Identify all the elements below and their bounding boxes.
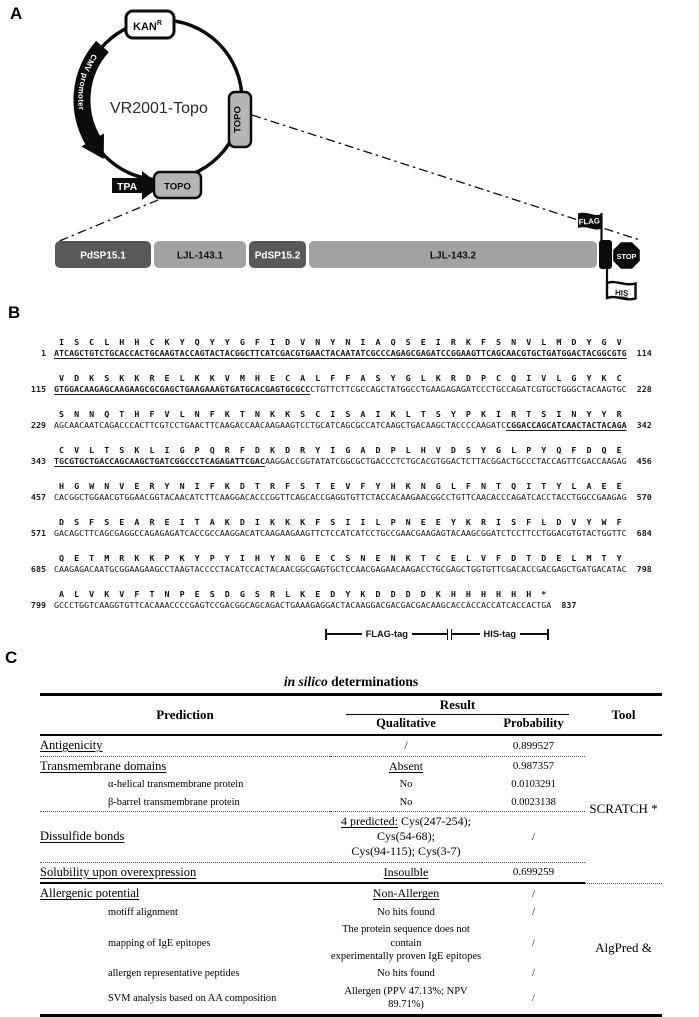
insilico-table bbox=[40, 693, 662, 1017]
qualitative-text: No bbox=[399, 779, 413, 790]
column-header-result: Result bbox=[330, 695, 585, 717]
qualitative-text: Absent bbox=[389, 758, 423, 773]
his-tag-label: HIS-tag bbox=[483, 629, 517, 639]
panel-a-label: A bbox=[10, 4, 23, 23]
dna-segment: AAGGACCGGTATATCGGCGCTGACCCTCTGCACGTGGACTCTTACGGACTGCCCTACCAGTTCGACCAAGAG bbox=[264, 456, 627, 466]
table-title-rest: determinations bbox=[327, 674, 419, 689]
insilico-panel bbox=[0, 646, 699, 1017]
qualitative-cell bbox=[330, 904, 482, 922]
qualitative-cell bbox=[330, 883, 482, 904]
dna-sequence bbox=[54, 348, 627, 358]
prediction-label: Antigenicity bbox=[40, 738, 103, 752]
probability-cell: 0.0103291 bbox=[511, 779, 556, 791]
column-header-prediction: Prediction bbox=[40, 695, 330, 736]
plasmid-diagram bbox=[0, 0, 699, 322]
sequence-panel bbox=[0, 303, 699, 644]
qualitative-text: Cys(94-115); Cys(3-7) bbox=[351, 844, 461, 859]
end-position: 456 bbox=[636, 456, 652, 466]
qualitative-line bbox=[330, 814, 482, 844]
dna-segment: GCCCTGGTCAAGGTGTTCACAAACCCCGAGTCCGACGGCAGCAGACTGAAAGAGGACTACAAGGACGACGACGACAAGCACCACCACCATCACCACTGA bbox=[54, 600, 552, 610]
topo-site-right-label: TOPO bbox=[232, 106, 244, 133]
table-row bbox=[40, 776, 662, 794]
bracket-tick bbox=[447, 629, 449, 640]
table-row bbox=[40, 735, 662, 756]
probability-cell: / bbox=[532, 906, 535, 918]
probability-cell: / bbox=[482, 812, 585, 863]
prediction-cell bbox=[40, 735, 330, 756]
dna-sequence bbox=[54, 384, 627, 394]
sequence-block bbox=[0, 409, 699, 445]
prediction-label: Solubility upon overexpression bbox=[40, 864, 197, 879]
prediction-label: SVM analysis based on AA composition bbox=[108, 992, 277, 1004]
flag-label: FLAG bbox=[578, 216, 601, 227]
plasmid-name: VR2001-Topo bbox=[110, 100, 208, 117]
dna-sequence bbox=[54, 528, 627, 538]
start-position: 457 bbox=[30, 492, 46, 502]
dna-line bbox=[0, 384, 699, 395]
segment-pdsp15-2-label: PdSP15.2 bbox=[254, 250, 301, 262]
qualitative-text: / bbox=[404, 738, 408, 752]
qualitative-text: No bbox=[399, 796, 413, 808]
stop-sign-label: STOP bbox=[616, 251, 637, 261]
table-row bbox=[40, 794, 662, 812]
prediction-cell bbox=[40, 794, 330, 812]
qualitative-line bbox=[330, 985, 482, 1011]
qualitative-text: No hits found bbox=[377, 906, 435, 918]
prediction-label: allergen representative peptides bbox=[108, 968, 240, 980]
topo-site-bottom-label: TOPO bbox=[164, 181, 191, 193]
prediction-cell bbox=[40, 862, 330, 883]
table-row bbox=[40, 921, 662, 965]
dna-line bbox=[0, 348, 699, 359]
column-header-probability: Probability bbox=[482, 716, 585, 735]
prediction-label: Transmembrane domains bbox=[40, 758, 167, 773]
his-label: HIS bbox=[614, 288, 629, 298]
flag-tag-bracket bbox=[325, 628, 448, 640]
qualitative-line bbox=[330, 886, 482, 901]
dna-segment: GTGGACAAGAGCAAGAAGCGCGAGCTGAAGAAAGTGATGCACGAGTGCGCC bbox=[54, 384, 311, 394]
probability-cell: / bbox=[532, 968, 535, 980]
probability-cell: / bbox=[531, 887, 536, 900]
bracket-line bbox=[520, 633, 547, 634]
qualitative-cell bbox=[330, 735, 482, 756]
dna-line bbox=[0, 564, 699, 575]
flag-tag-label: FLAG-tag bbox=[365, 629, 408, 639]
amino-acid-line: A L V K V F T N P E S D G S R L K E D Y K D D D D K H H H H H H * bbox=[54, 589, 552, 599]
dna-line bbox=[0, 420, 699, 431]
dna-line bbox=[0, 456, 699, 467]
qualitative-line bbox=[330, 923, 482, 949]
tool-cell: SCRATCH * bbox=[585, 735, 662, 883]
end-position: 342 bbox=[636, 420, 652, 430]
qualitative-cell bbox=[330, 965, 482, 983]
sequence-block bbox=[0, 589, 699, 625]
qualitative-line bbox=[330, 865, 482, 880]
amino-acid-line: D S F S E A R E I T A K D I K K K F S I I L P N E E Y K R I S F L D V Y W F bbox=[54, 517, 627, 527]
tag-segment bbox=[599, 240, 612, 269]
qualitative-text: Cys(247-254); Cys(54-68); bbox=[377, 814, 471, 844]
qualitative-cell bbox=[330, 921, 482, 965]
prediction-cell bbox=[40, 965, 330, 983]
prediction-label: α-helical transmembrane protein bbox=[108, 779, 244, 791]
tag-annotations bbox=[0, 626, 699, 644]
dna-segment: CAAGAGACAATGCGGAAGAAGCCTAAGTACCCCTACATCCACTACAACGGCGAGTGCTCCAACGAGAACAAGACCTGCGAGCTGGTGTTCGACACCGACGAGCTGATGACATAC bbox=[54, 564, 627, 574]
qualitative-line bbox=[330, 778, 482, 791]
end-position: 684 bbox=[636, 528, 652, 538]
start-position: 343 bbox=[30, 456, 46, 466]
start-position: 229 bbox=[30, 420, 46, 430]
dna-sequence bbox=[54, 492, 627, 502]
amino-acid-line: Q E T M R K K P K Y P Y I H Y N G E C S N E N K T C E L V F D T D E L M T Y bbox=[54, 553, 627, 563]
probability-cell: 0.0023138 bbox=[482, 794, 585, 812]
qualitative-line bbox=[330, 967, 482, 980]
sequence-block bbox=[0, 373, 699, 409]
qualitative-line bbox=[330, 738, 482, 753]
prediction-cell bbox=[40, 983, 330, 1015]
dna-sequence bbox=[54, 600, 551, 610]
bracket-line bbox=[452, 633, 479, 634]
prediction-cell bbox=[40, 776, 330, 794]
dna-line bbox=[0, 600, 699, 611]
cmv-promoter-label: CMV promoter bbox=[76, 52, 99, 111]
sequence-blocks bbox=[0, 337, 699, 625]
qualitative-text: experimentally proven IgE epitopes bbox=[330, 950, 482, 962]
amino-acid-line: V D K S K K R E L K K V M H E C A L F F A S Y G L K R D P C Q I V L G Y K C bbox=[54, 373, 627, 383]
amino-acid-line: I S C L H H C K Y Q Y Y G F I D V N Y N I A Q S E I R K F S N V L M D Y G V bbox=[54, 337, 627, 347]
dna-sequence bbox=[54, 456, 627, 466]
qualitative-text: Non-Allergen bbox=[372, 886, 440, 901]
tpa-label: TPA bbox=[117, 181, 138, 193]
prediction-cell bbox=[40, 812, 330, 863]
sequence-block bbox=[0, 517, 699, 553]
qualitative-cell bbox=[330, 812, 482, 863]
start-position: 1 bbox=[40, 348, 46, 358]
qualitative-cell bbox=[330, 862, 482, 883]
start-position: 685 bbox=[30, 564, 46, 574]
dna-segment: TGCGTGCTGACCAGCAAGCTGATCGGCCCTCAGAGATTCGAC bbox=[54, 456, 265, 466]
table-row bbox=[40, 965, 662, 983]
panel-c-label: C bbox=[5, 648, 18, 667]
qualitative-text: Allergen (PPV 47.13%; NPV 89.71%) bbox=[344, 985, 468, 1010]
dna-line bbox=[0, 492, 699, 503]
tool-cell: AlgPred & bbox=[595, 940, 652, 956]
probability-cell: / bbox=[532, 992, 535, 1004]
prediction-label: mapping of IgE epitopes bbox=[108, 937, 211, 949]
bracket-tick bbox=[547, 629, 549, 640]
start-position: 799 bbox=[30, 600, 46, 610]
end-position: 570 bbox=[636, 492, 652, 502]
dna-segment: CACGGCTGGAACGTGGAACGGTACAACATCTTCAAGGACACCCGGTTCAGCACCGAGGTGTTCTACCACAAGAACGGCCTGTTCAACACCCAGATCACCTACCTGGCCGAAGAG bbox=[54, 492, 627, 502]
start-position: 571 bbox=[30, 528, 46, 538]
end-position: 837 bbox=[561, 600, 577, 610]
dna-sequence bbox=[54, 564, 627, 574]
dna-segment: CGGACCAGCATCAACTACTACAGA bbox=[506, 420, 627, 430]
sequence-block bbox=[0, 553, 699, 589]
qualitative-line bbox=[330, 906, 482, 919]
table-row bbox=[40, 756, 662, 776]
kan-resistance-label: $KAN^R$ bbox=[133, 20, 162, 33]
dna-segment: GACAGCTTCAGCGAGGCCAGAGAGATCACCGCCAAGGACATCAAGAAGAAGTTCTCCATCATCCTGCCGAACGAAGAGTACAAGCGGATCTCCTTCCTGGACGTGTACTGGTTC bbox=[54, 528, 627, 538]
segment-pdsp15-1-label: PdSP15.1 bbox=[80, 250, 126, 262]
prediction-cell bbox=[40, 883, 330, 904]
probability-cell: / bbox=[532, 937, 535, 949]
table-row bbox=[40, 983, 662, 1015]
qualitative-line bbox=[330, 950, 482, 963]
dna-line bbox=[0, 528, 699, 539]
probability-cell: 0.699259 bbox=[482, 862, 585, 883]
prediction-label: β-barrel transmembrane protein bbox=[108, 796, 240, 808]
table-title bbox=[40, 674, 662, 693]
qualitative-line bbox=[330, 759, 482, 774]
qualitative-line bbox=[330, 796, 482, 809]
sequence-block bbox=[0, 445, 699, 481]
dna-sequence bbox=[54, 420, 627, 430]
table-row bbox=[40, 904, 662, 922]
amino-acid-line: H G W N V E R Y N I F K D T R F S T E V F Y H K N G L F N T Q I T Y L A E E bbox=[54, 481, 627, 491]
prediction-cell bbox=[40, 904, 330, 922]
table-row bbox=[40, 862, 662, 883]
table-title-italic: in silico bbox=[283, 674, 328, 689]
end-position: 114 bbox=[636, 348, 652, 358]
dna-segment: ATCAGCTGTCTGCACCACTGCAAGTACCAGTACTACGGCTTCATCGACGTGAACTACAATATCGCCCAGAGCGAGATCCGGAAGTTCAGCAACGTGCTGATGGACTACGGCGTG bbox=[54, 348, 627, 358]
prediction-cell bbox=[40, 756, 330, 776]
bracket-line bbox=[412, 633, 447, 634]
probability-cell: 0.899527 bbox=[482, 735, 585, 756]
prediction-label: motiff alignment bbox=[108, 906, 178, 918]
prediction-label: Allergenic potential bbox=[40, 886, 140, 901]
dna-segment: CTGTTCTTCGCCAGCTATGGCCTGAAGAGAGATCCCTGCCAGATCGTGCTGGGCTACAAGTGC bbox=[310, 384, 627, 394]
qualitative-cell bbox=[330, 756, 482, 776]
zoom-line-left bbox=[57, 200, 158, 242]
column-header-qualitative: Qualitative bbox=[330, 716, 482, 735]
start-position: 115 bbox=[30, 384, 46, 394]
bracket-line bbox=[327, 633, 362, 634]
table-row bbox=[40, 812, 662, 863]
sequence-block bbox=[0, 481, 699, 517]
qualitative-cell bbox=[330, 776, 482, 794]
sequence-block bbox=[0, 337, 699, 373]
qualitative-text: Insoulble bbox=[383, 864, 429, 879]
table-row bbox=[40, 883, 662, 904]
column-header-tool: Tool bbox=[585, 695, 662, 736]
prediction-cell bbox=[40, 921, 330, 965]
qualitative-cell bbox=[330, 983, 482, 1015]
table-body bbox=[40, 735, 662, 1015]
amino-acid-line: S N N Q T H F V L N F K T N K K S C I S A I K L T S Y P K I R T S I N Y Y R bbox=[54, 409, 627, 419]
segment-ljl143-1-label: LJL-143.1 bbox=[176, 250, 224, 262]
amino-acid-line: C V L T S K L I G P Q R F D K D R Y I G A D P L H V D S Y G L P Y Q F D Q E bbox=[54, 445, 627, 455]
qualitative-text: 4 predicted: bbox=[341, 814, 398, 829]
prediction-label: Dissulfide bonds bbox=[40, 829, 125, 844]
end-position: 228 bbox=[636, 384, 652, 394]
dna-segment: AGCAACAATCAGACCCACTTCGTCCTGAACTTCAAGACCAACAAGAAGTCCTGCATCAGCGCCATCAAGCTGACAAGCTACCCCAAGATC bbox=[54, 420, 507, 430]
probability-cell: 0.987357 bbox=[512, 760, 555, 772]
qualitative-text: No hits found bbox=[377, 968, 435, 980]
his-tag-bracket bbox=[451, 628, 549, 640]
panel-b-label: B bbox=[8, 303, 21, 322]
qualitative-line bbox=[330, 844, 482, 859]
qualitative-text: The protein sequence does not contain bbox=[342, 924, 470, 949]
qualitative-cell bbox=[330, 794, 482, 812]
segment-ljl143-2-label: LJL-143.2 bbox=[429, 250, 477, 262]
end-position: 798 bbox=[636, 564, 652, 574]
insilico-table-wrap bbox=[40, 674, 662, 1017]
